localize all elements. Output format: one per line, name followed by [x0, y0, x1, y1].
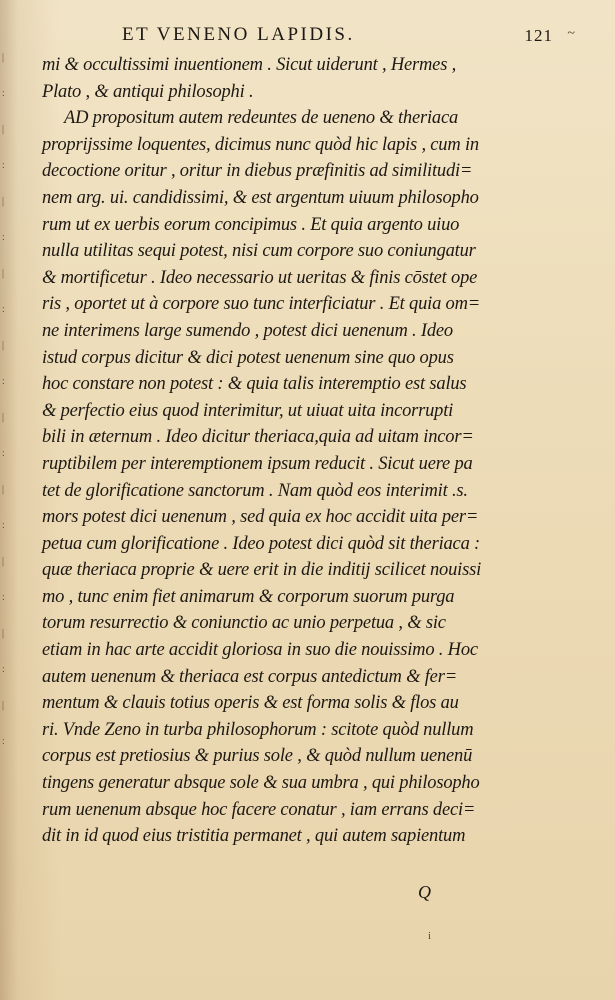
text-line: dit in id quod eius tristitia permanet , qui autem sapientum	[42, 826, 466, 847]
gutter-mark: |	[2, 52, 5, 63]
gutter-mark: |	[2, 484, 5, 495]
gutter-marks	[2, 40, 14, 760]
text-line: nulla utilitas sequi potest, nisi cum corpore suo coniungatur	[42, 241, 476, 262]
gutter-mark: :	[2, 304, 5, 315]
text-line: istud corpus dicitur & dici potest uenenum sine quo opus	[42, 347, 454, 368]
gutter-mark: |	[2, 340, 5, 351]
text-line: bili in æternum . Ideo dicitur theriaca,quia ad uitam incor=	[42, 427, 474, 448]
gutter-mark: :	[2, 376, 5, 387]
text-line: mentum & clauis totius operis & est forma solis & flos au	[42, 693, 459, 714]
text-line: etiam in hac arte accidit gloriosa in suo die nouissimo . Hoc	[42, 640, 478, 661]
folio-mark: ~	[567, 26, 575, 41]
text-line: ruptibilem per interemptionem ipsum reducit . Sicut uere pa	[42, 453, 473, 474]
text-line: corpus est pretiosius & purius sole , & quòd nullum uenenū	[42, 746, 473, 767]
text-line: tingens generatur absque sole & sua umbra , qui philosopho	[42, 773, 480, 794]
gutter-mark: |	[2, 412, 5, 423]
body-text	[42, 52, 524, 850]
text-line: autem uenenum & theriaca est corpus antedictum & fer=	[42, 666, 457, 687]
text-line: & perfectio eius quod interimitur, ut uiuat uita incorrupti	[42, 400, 454, 421]
text-line: & mortificetur . Ideo necessario ut ueritas & finis cōstet ope	[42, 267, 478, 288]
gutter-mark: :	[2, 592, 5, 603]
gutter-mark: :	[2, 664, 5, 675]
gutter-mark: :	[2, 520, 5, 531]
gutter-mark: |	[2, 556, 5, 567]
text-line: torum resurrectio & coniunctio ac unio perpetua , & sic	[42, 613, 446, 634]
text-line: ris , oportet ut à corpore suo tunc interficiatur . Et quia om=	[42, 294, 481, 315]
text-line: proprijssime loquentes, dicimus nunc quòd hic lapis , cum in	[42, 134, 479, 155]
text-line: mi & occultissimi inuentionem . Sicut uiderunt , Hermes ,	[42, 55, 457, 75]
gutter-mark: |	[2, 700, 5, 711]
text-line: rum ut ex uerbis eorum concipimus . Et quia argento uiuo	[42, 214, 460, 235]
gutter-mark: :	[2, 88, 5, 99]
gutter-mark: |	[2, 124, 5, 135]
text-line: rum uenenum absque hoc facere conatur , iam errans deci=	[42, 799, 476, 820]
catchword: Q	[418, 882, 431, 902]
text-line: mo , tunc enim fiet animarum & corporum suorum purga	[42, 586, 455, 607]
text-line: ri. Vnde Zeno in turba philosophorum : scitote quòd nullum	[42, 719, 474, 740]
tail-mark: i	[428, 930, 432, 942]
text-line: nem arg. ui. candidissimi, & est argentum uiuum philosopho	[42, 187, 479, 208]
text-line: quæ theriaca proprie & uere erit in die inditij scilicet nouissi	[42, 560, 482, 581]
text-line: Plato , & antiqui philosophi .	[42, 81, 254, 102]
gutter-mark: |	[2, 196, 5, 207]
text-line: hoc constare non potest : & quia talis interemptio est salus	[42, 374, 467, 395]
running-head: ET VENENO LAPIDIS.	[122, 24, 355, 45]
text-line: petua cum glorificatione . Ideo potest dici quòd sit theriaca :	[42, 533, 481, 554]
text-line: decoctione oritur , oritur in diebus præfinitis ad similitudi=	[42, 161, 473, 182]
text-line: mors potest dici uenenum , sed quia ex hoc accidit uita per=	[42, 507, 479, 528]
paragraph-start-line: AD propositum autem redeuntes de ueneno & theriaca	[64, 108, 459, 129]
gutter-mark: |	[2, 268, 5, 279]
gutter-mark: :	[2, 448, 5, 459]
gutter-mark: :	[2, 232, 5, 243]
text-line: ne interimens large sumendo , potest dici uenenum . Ideo	[42, 320, 453, 341]
gutter-mark: :	[2, 736, 5, 747]
text-line: tet de glorificatione sanctorum . Nam quòd eos interimit .s.	[42, 480, 468, 501]
page-header	[70, 24, 575, 52]
page-number: 121	[524, 26, 553, 45]
gutter-mark: |	[2, 628, 5, 639]
gutter-mark: :	[2, 160, 5, 171]
